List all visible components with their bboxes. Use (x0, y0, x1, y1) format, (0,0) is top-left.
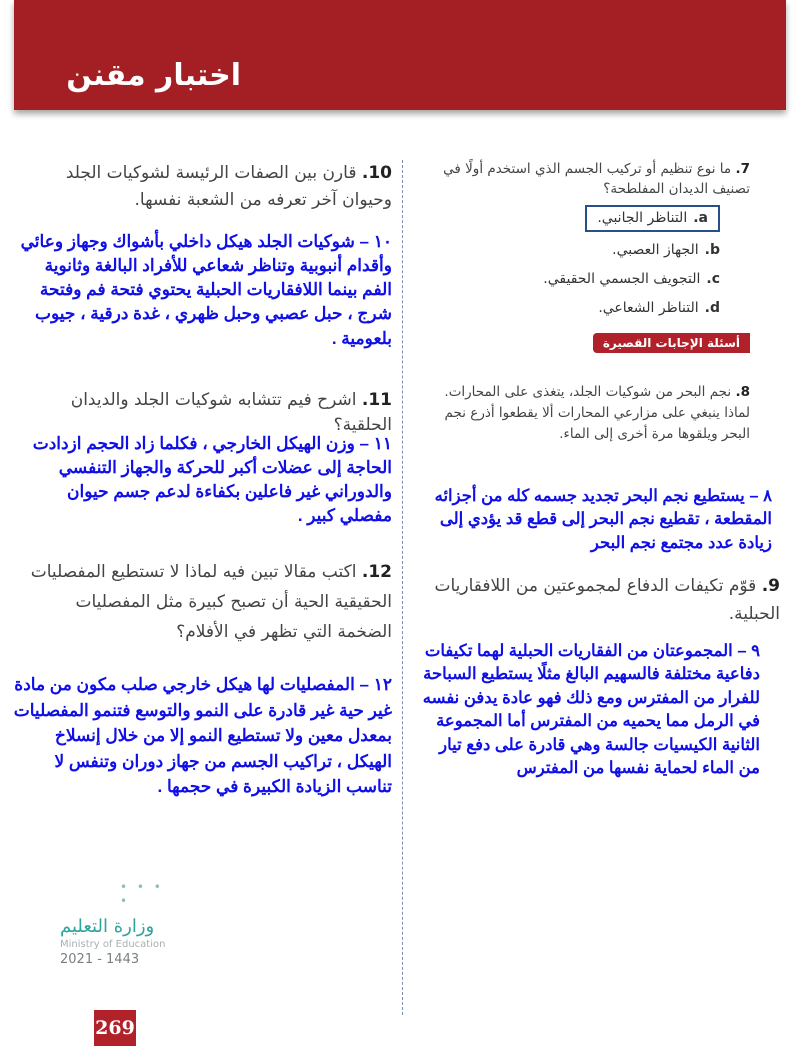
option-c[interactable] (430, 269, 720, 290)
options-list (430, 205, 720, 319)
question-number: 9. (761, 576, 780, 596)
option-text: الجهاز العصبي. (612, 242, 699, 259)
option-text: التناظر الشعاعي. (598, 300, 699, 317)
question-8 (430, 382, 750, 445)
page-number: 269 (94, 1010, 136, 1046)
question-text: قوّم تكيفات الدفاع لمجموعتين من اللافقاريات الحبلية. (434, 576, 780, 625)
question-number: 7. (735, 161, 750, 177)
question-12 (22, 558, 392, 647)
question-text: قارن بين الصفات الرئيسة لشوكيات الجلد وحيوان آخر تعرفه من الشعبة نفسها. (65, 163, 392, 211)
option-d[interactable] (430, 298, 720, 319)
page-title: اختبار مقنن (66, 58, 241, 93)
ministry-logo-english: Ministry of Education (60, 939, 166, 950)
answer-11: ١١ – وزن الهيكل الخارجي ، فكلما زاد الحجم ازدادت الحاجة إلى عضلات أكبر للحركة والجهاز التنفسي والدوراني غير فاعلين بكفاءة لدعم جسم حيوان مفصلي كبير . (32, 434, 392, 526)
option-text: التجويف الجسمي الحقيقي. (543, 271, 701, 288)
question-number: 11. (361, 390, 392, 410)
option-letter: a. (693, 210, 708, 227)
question-10 (22, 160, 392, 214)
year-text: 2021 - 1443 (60, 952, 140, 967)
decorative-dots: • • • • (120, 880, 164, 908)
ministry-footer (60, 880, 170, 1039)
answer-10: ١٠ – شوكيات الجلد هيكل داخلي بأشواك وجهاز وعائي وأقدام أنبوبية وتناظر شعاعي للأفراد البالغة وثانوية الفم بينما اللافقاريات الحبلية يحتوي فتحة فم وفتحة شرج ، حبل عصبي وحبل ظهري ، غدة درقية ، جيوب بلعومية . (20, 232, 392, 348)
question-text: نجم البحر من شوكيات الجلد، يتغذى على المحارات. لماذا ينبغي على مزارعي المحارات ألا يقطعوا أذرع نجم البحر ويلقوها مرة أخرى إلى الماء. (444, 384, 750, 442)
question-number: 10. (361, 163, 392, 183)
answer-8: ٨ – يستطيع نجم البحر تجديد جسمه كله من أجزائه المقطعة ، تقطيع نجم البحر إلى قطع قد يؤدي إلى زيادة عدد مجتمع نجم البحر (434, 487, 772, 552)
question-9 (410, 572, 780, 628)
answer-9: ٩ – المجموعتان من الفقاريات الحبلية لهما تكيفات دفاعية مختلفة فالسهيم البالغ مثلًا يستطيع السباحة للفرار من المفترس ومع ذلك فهو عادة يدفن نفسه في الرمل مما يحميه من المفترس أما المجموعة الثانية الكيسيات جالسة وهي قادرة على دفع تيار من الماء لحماية نفسها من المفترس (422, 642, 760, 778)
answer-12: ١٢ – المفصليات لها هيكل خارجي صلب مكون من مادة غير حية غير قادرة على النمو والتوسع فتنمو المفصليات بمعدل معين ولا تستطيع النمو إلا من خلال إنسلاخ الهيكل ، تراكيب الجسم من جهاز دوران وتنفس لا تناسب الزيادة الكبيرة في حجمها . (13, 675, 392, 796)
question-number: 12. (361, 562, 392, 582)
option-text: التناظر الجانبي. (597, 210, 688, 227)
option-letter: b. (704, 242, 720, 259)
section-badge: أسئلة الإجابات القصيرة (593, 333, 750, 353)
header-banner (14, 0, 786, 110)
question-text: اشرح فيم تتشابه شوكيات الجلد والديدان الحلقية؟ (70, 390, 392, 435)
question-7 (430, 160, 750, 199)
option-letter: c. (706, 271, 720, 288)
option-letter: d. (704, 300, 720, 317)
question-11 (22, 388, 392, 437)
column-divider (402, 160, 403, 1015)
option-b[interactable] (430, 240, 720, 261)
question-text: اكتب مقالا تبين فيه لماذا لا تستطيع المفصليات الحقيقية الحية أن تصبح كبيرة مثل المفصليات الضخمة التي تظهر في الأفلام؟ (30, 562, 392, 642)
right-column (430, 160, 750, 353)
option-a[interactable] (430, 205, 720, 232)
question-number: 8. (735, 384, 750, 400)
ministry-logo-arabic: وزارة التعليم (60, 916, 155, 937)
edition-year (60, 952, 170, 1039)
question-text: ما نوع تنظيم أو تركيب الجسم الذي استخدم أولًا في تصنيف الديدان المفلطحة؟ (443, 161, 750, 197)
